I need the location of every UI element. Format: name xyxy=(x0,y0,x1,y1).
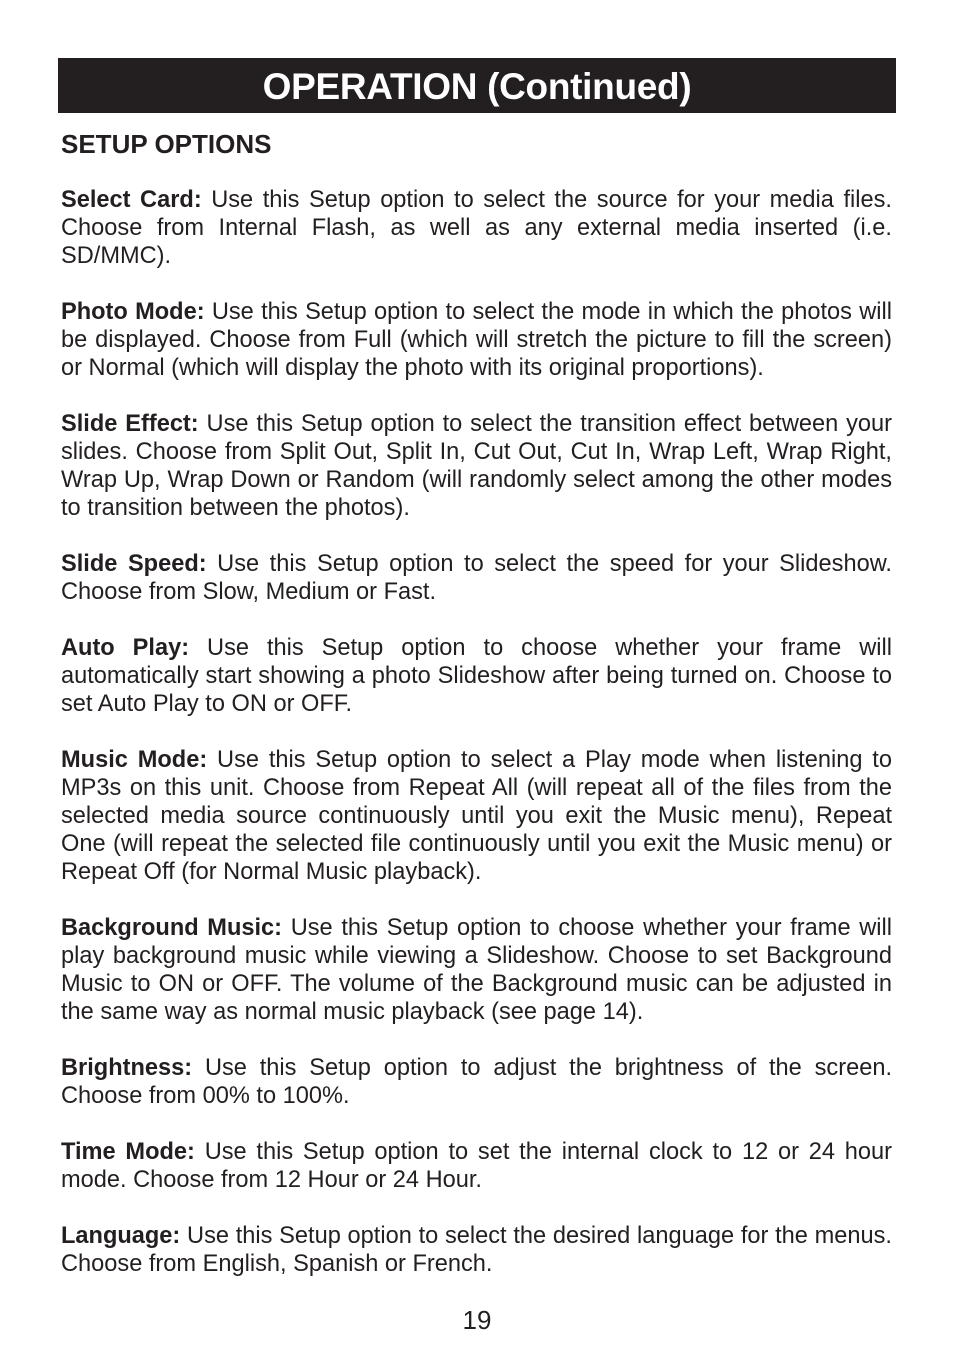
option-term: Background Music: xyxy=(61,915,283,941)
option-term: Brightness: xyxy=(61,1055,193,1081)
option-term: Language: xyxy=(61,1223,181,1249)
option-term: Time Mode: xyxy=(61,1139,195,1165)
option-brightness xyxy=(61,1054,892,1110)
setup-options-list xyxy=(61,186,892,1306)
option-term: Music Mode: xyxy=(61,747,208,773)
option-term: Photo Mode: xyxy=(61,299,205,325)
option-description: Use this Setup option to select the desired language for the menus. Choose from English, Spanish or French. xyxy=(61,1223,892,1277)
page-header-bar xyxy=(58,58,896,113)
option-description: Use this Setup option to set the internal clock to 12 or 24 hour mode. Choose from 12 Hour or 24 Hour. xyxy=(61,1139,893,1193)
option-description: Use this Setup option to choose whether your frame will play background music while viewing a Slideshow. Choose to set Background Music to ON or OFF. The volume of the Background music can be adjusted in the same way as normal music playback (see page 14). xyxy=(61,915,892,1025)
option-term: Select Card: xyxy=(61,187,202,213)
option-term: Auto Play: xyxy=(61,635,190,661)
option-description: Use this Setup option to select the speed for your Slideshow. Choose from Slow, Medium or Fast. xyxy=(61,551,892,605)
page-number: 19 xyxy=(462,1305,492,1335)
option-music-mode xyxy=(61,746,892,886)
option-language xyxy=(61,1222,892,1278)
option-description: Use this Setup option to select the source for your media files. Choose from Internal Flash, as well as any external media inserted (i.e. SD/MMC). xyxy=(61,187,892,269)
option-select-card xyxy=(61,186,892,270)
section-title: SETUP OPTIONS xyxy=(61,129,272,159)
option-slide-speed xyxy=(61,550,892,606)
option-description: Use this Setup option to adjust the brightness of the screen. Choose from 00% to 100%. xyxy=(61,1055,892,1109)
option-background-music xyxy=(61,914,892,1026)
option-slide-effect xyxy=(61,410,892,522)
option-description: Use this Setup option to select the transition effect between your slides. Choose from Split Out, Split In, Cut Out, Cut In, Wrap Left, Wrap Right, Wrap Up, Wrap Down or Random (will randomly select among the other modes to transition between the photos). xyxy=(61,411,892,521)
option-term: Slide Speed: xyxy=(61,551,207,577)
option-photo-mode xyxy=(61,298,892,382)
option-auto-play xyxy=(61,634,892,718)
option-time-mode xyxy=(61,1138,892,1194)
option-term: Slide Effect: xyxy=(61,411,199,437)
option-description: Use this Setup option to choose whether your frame will automatically start showing a photo Slideshow after being turned on. Choose to set Auto Play to ON or OFF. xyxy=(61,635,892,717)
option-description: Use this Setup option to select a Play mode when listening to MP3s on this unit. Choose from Repeat All (will repeat all of the files from the selected media source continuously until you exit the Music menu), Repeat One (will repeat the selected file continuously until you exit the Music menu) or Repeat Off (for Normal Music playback). xyxy=(61,747,892,885)
option-description: Use this Setup option to select the mode in which the photos will be displayed. Choose from Full (which will stretch the picture to fill the screen) or Normal (which will display the photo with its original proportions). xyxy=(61,299,892,381)
page-title: OPERATION (Continued) xyxy=(262,66,692,107)
